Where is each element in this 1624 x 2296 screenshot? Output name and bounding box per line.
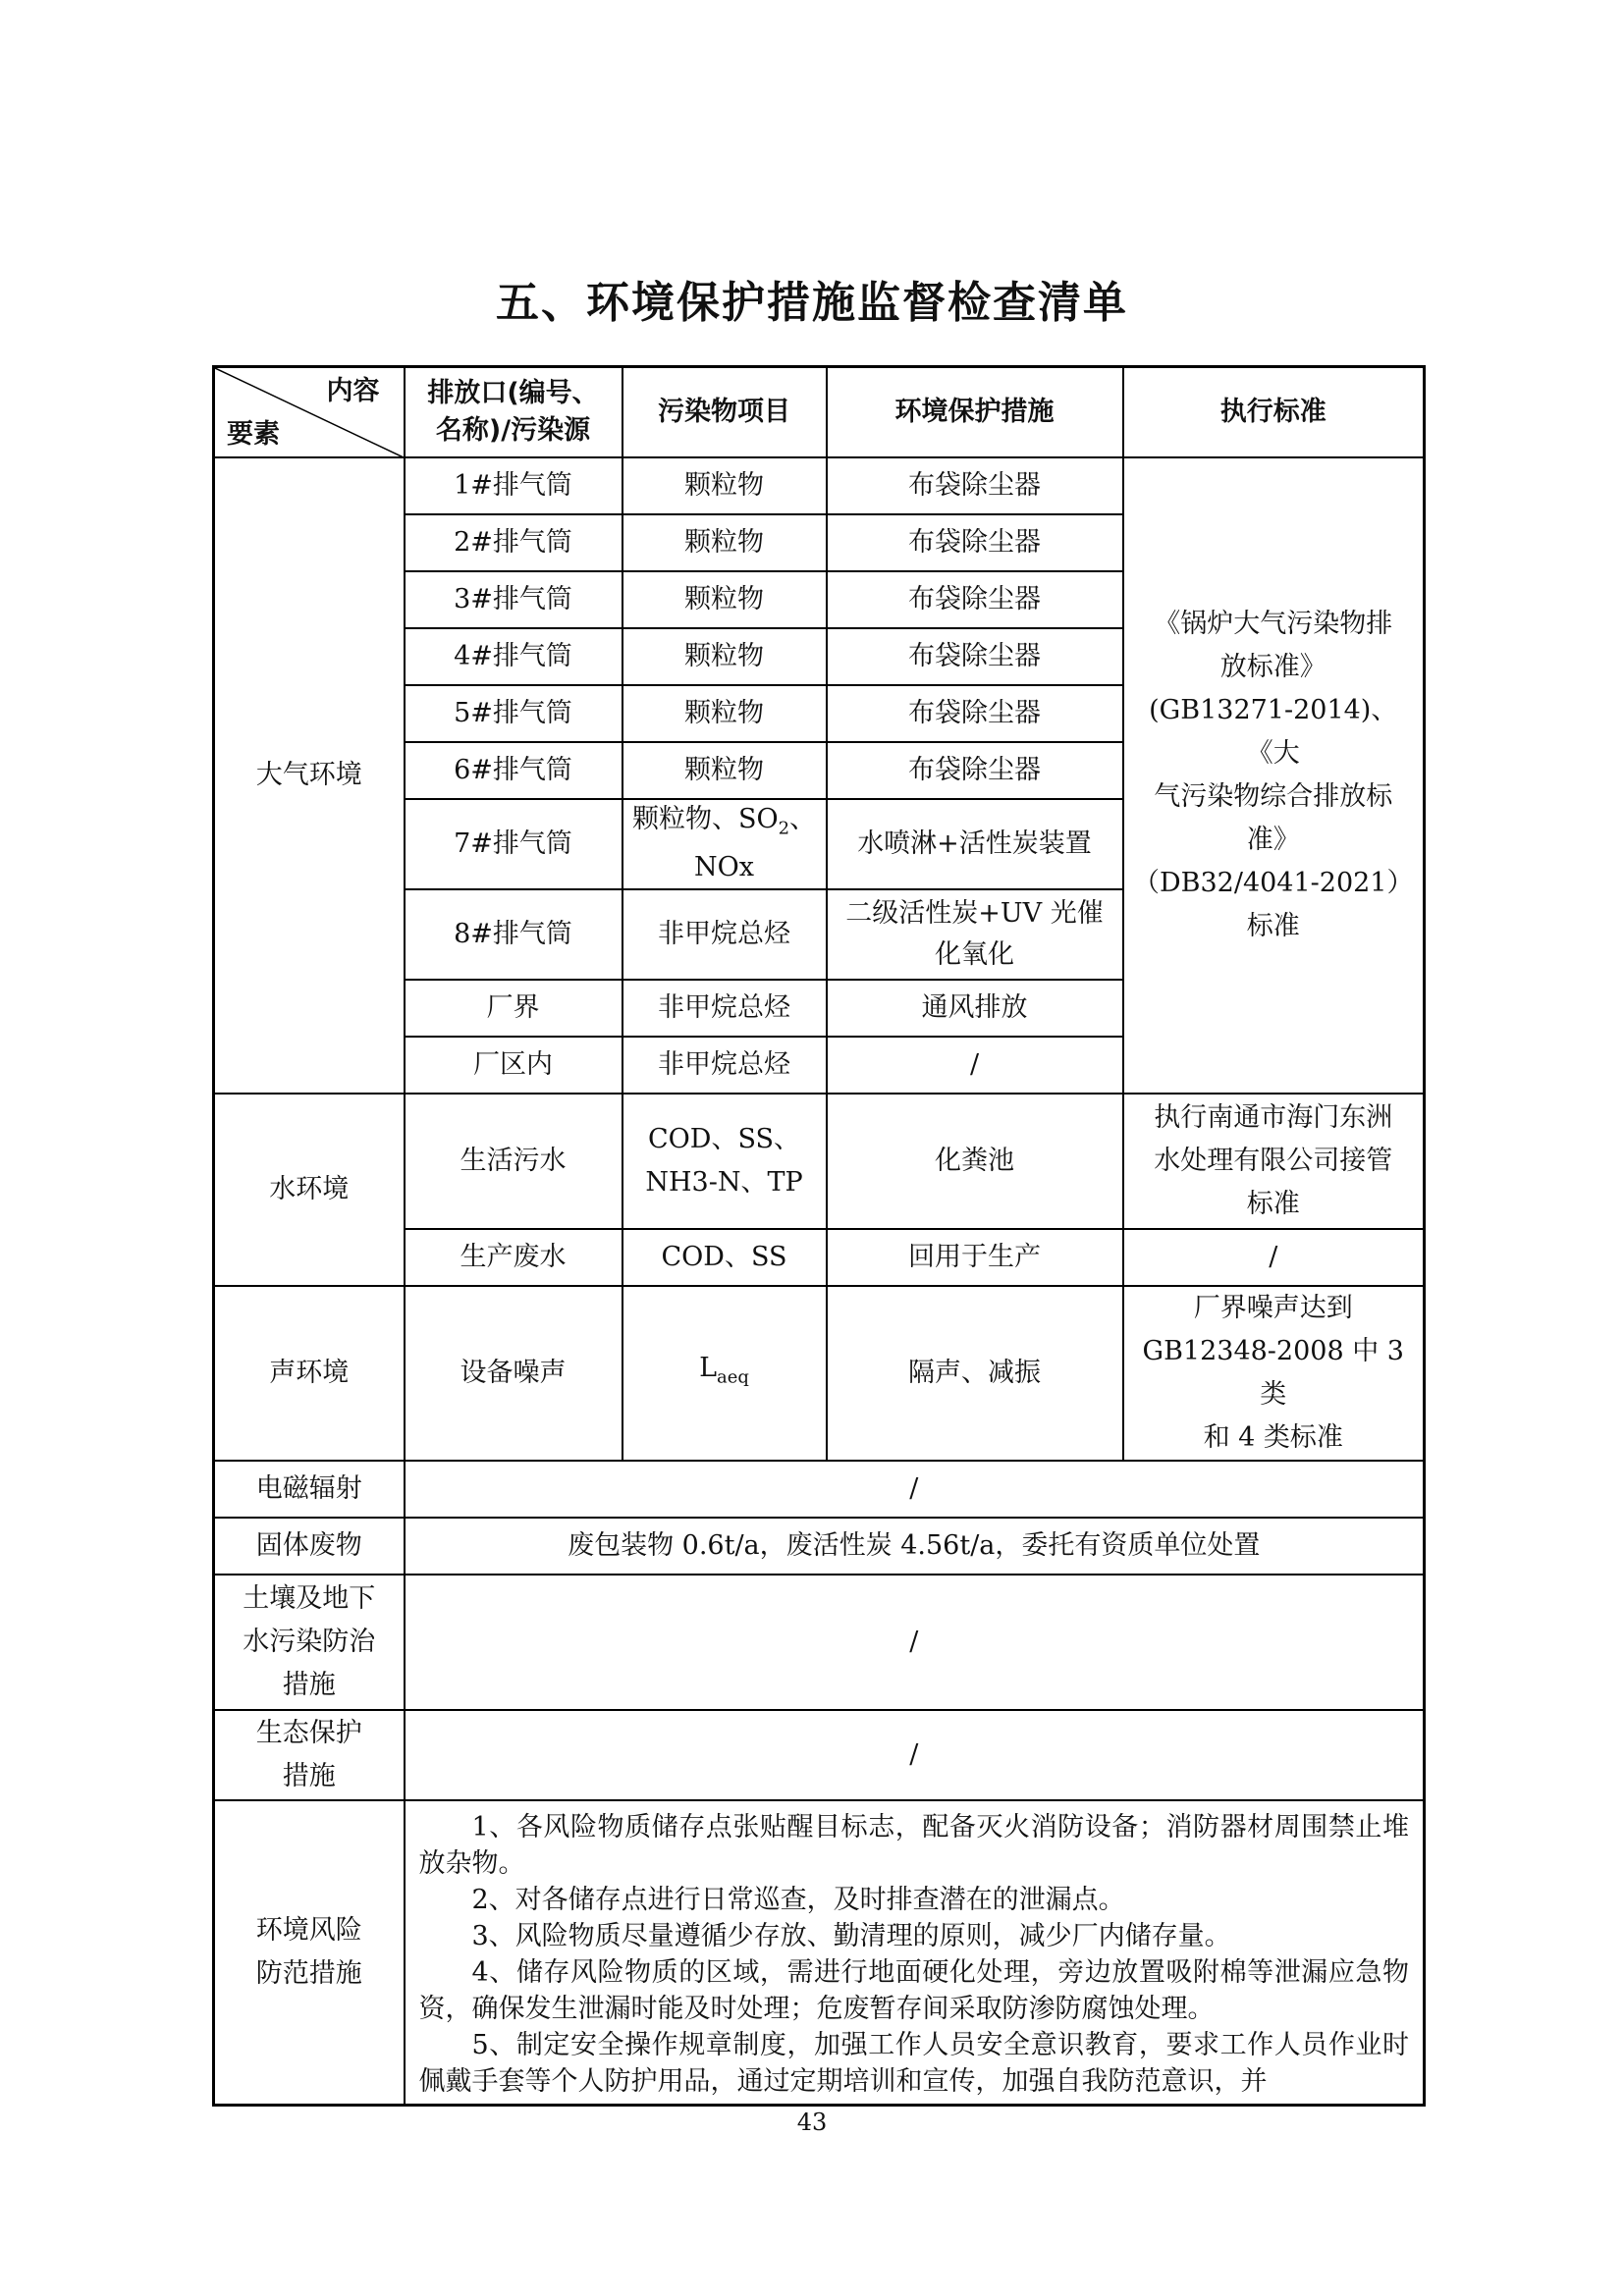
table-row (214, 1094, 1425, 1229)
measure-cell: / (827, 1037, 1123, 1094)
pollutant-cell (623, 799, 827, 889)
standard-line: GB12348-2008 中 3 类 (1142, 1335, 1404, 1410)
pollutant-cell: 颗粒物 (623, 628, 827, 685)
risk-paragraph: 3、风险物质尽量遵循少存放、勤清理的原则，减少厂内储存量。 (471, 1920, 1231, 1951)
air-standard-line: 《锅炉大气污染物排 (1154, 608, 1393, 639)
measure-cell: 水喷淋+活性炭装置 (827, 799, 1123, 889)
air-standard-line: (GB13271-2014)、《大 (1149, 694, 1398, 769)
table-row (214, 1518, 1425, 1575)
measure-cell: 隔声、减振 (827, 1286, 1123, 1461)
pollutant-text: 颗粒物、SO (631, 803, 779, 834)
source-cell: 8#排气筒 (405, 889, 623, 980)
source-cell: 1#排气筒 (405, 457, 623, 514)
measure-line1: 二级活性炭+UV 光催 (845, 897, 1104, 929)
source-cell: 生产废水 (405, 1229, 623, 1286)
pollutant-line1: COD、SS、 (648, 1123, 800, 1154)
source-cell: 4#排气筒 (405, 628, 623, 685)
category-line: 水污染防治 (243, 1626, 376, 1657)
pollutant-cell: 非甲烷总烃 (623, 889, 827, 980)
category-line: 土壤及地下 (243, 1582, 376, 1614)
measure-cell: 回用于生产 (827, 1229, 1123, 1286)
measure-cell: 布袋除尘器 (827, 571, 1123, 628)
pollutant-cell (623, 1286, 827, 1461)
pollutant-cell (623, 1094, 827, 1229)
supervision-checklist-table (212, 365, 1426, 2107)
measure-cell (827, 889, 1123, 980)
pollutant-cell: 颗粒物 (623, 514, 827, 571)
diagonal-header-cell (214, 367, 405, 457)
measure-cell: 布袋除尘器 (827, 457, 1123, 514)
table-row (214, 1800, 1425, 2106)
pollutant-cell: 颗粒物 (623, 571, 827, 628)
category-line: 防范措施 (255, 1957, 362, 1989)
standard-line: 厂界噪声达到 (1193, 1292, 1353, 1323)
air-standard-line: 放标准》 (1219, 651, 1326, 682)
page-title: 五、环境保护措施监督检查清单 (496, 278, 1128, 328)
category-line: 措施 (282, 1669, 336, 1700)
pollutant-subscript: aeq (717, 1366, 749, 1388)
header-row (214, 367, 1425, 457)
air-standard-line: 气污染物综合排放标 (1154, 780, 1393, 812)
risk-paragraph: 4、储存风险物质的区域，需进行地面硬化处理，旁边放置吸附棉等泄漏应急物资，确保发生泄漏时能及时处理；危废暂存间采取防渗防腐蚀处理。 (418, 1956, 1409, 2024)
pollutant-text: L (699, 1352, 718, 1383)
source-cell: 6#排气筒 (405, 742, 623, 799)
pollutant-cell: 颗粒物 (623, 457, 827, 514)
table-row (214, 1461, 1425, 1518)
category-solid-waste: 固体废物 (214, 1518, 405, 1575)
standard-line: 水处理有限公司接管 (1154, 1145, 1393, 1176)
header-measure: 环境保护措施 (827, 367, 1123, 457)
page-number: 43 (796, 2109, 828, 2136)
standard-line: 执行南通市海门东洲 (1154, 1101, 1393, 1133)
header-content-label: 内容 (326, 376, 380, 406)
category-line: 生态保护 (255, 1717, 362, 1748)
source-cell: 设备噪声 (405, 1286, 623, 1461)
source-cell: 2#排气筒 (405, 514, 623, 571)
measure-cell: 布袋除尘器 (827, 514, 1123, 571)
pollutant-line1 (629, 800, 820, 848)
measure-line2: 化氧化 (935, 938, 1014, 970)
source-cell: 5#排气筒 (405, 685, 623, 742)
pollutant-cell: 非甲烷总烃 (623, 980, 827, 1037)
merged-content-cell: / (405, 1710, 1425, 1800)
pollutant-cell: 颗粒物 (623, 742, 827, 799)
category-eco (214, 1710, 405, 1800)
source-cell: 7#排气筒 (405, 799, 623, 889)
table-row (214, 1710, 1425, 1800)
header-element-label: 要素 (227, 418, 280, 450)
category-noise: 声环境 (214, 1286, 405, 1461)
source-cell: 厂区内 (405, 1037, 623, 1094)
header-standard: 执行标准 (1123, 367, 1425, 457)
air-standard-line: 准》 (1246, 824, 1300, 855)
category-em: 电磁辐射 (214, 1461, 405, 1518)
standard-line: 和 4 类标准 (1203, 1421, 1343, 1453)
standard-cell: / (1123, 1229, 1425, 1286)
category-soil (214, 1575, 405, 1710)
merged-content-cell: 废包装物 0.6t/a，废活性炭 4.56t/a，委托有资质单位处置 (405, 1518, 1425, 1575)
merged-content-cell: / (405, 1461, 1425, 1518)
air-standard-cell (1123, 457, 1425, 1094)
merged-content-cell: / (405, 1575, 1425, 1710)
header-outlet (405, 367, 623, 457)
air-standard-line: 标准 (1246, 910, 1300, 941)
standard-line: 标准 (1246, 1188, 1300, 1219)
pollutant-cell: 颗粒物 (623, 685, 827, 742)
risk-paragraph: 5、制定安全操作规章制度，加强工作人员安全意识教育，要求工作人员作业时佩戴手套等个人防护用品，通过定期培训和宣传，加强自我防范意识，并 (418, 2029, 1409, 2097)
category-line: 措施 (282, 1760, 336, 1791)
category-air: 大气环境 (214, 457, 405, 1094)
header-pollutant: 污染物项目 (623, 367, 827, 457)
pollutant-line2: NOx (694, 852, 754, 883)
air-standard-line: （DB32/4041-2021） (1133, 867, 1414, 898)
risk-measures-cell (405, 1800, 1425, 2106)
risk-paragraph: 1、各风险物质储存点张贴醒目标志，配备灭火消防设备；消防器材周围禁止堆放杂物。 (418, 1811, 1409, 1879)
category-risk (214, 1800, 405, 2106)
pollutant-line2: NH3-N、TP (645, 1166, 803, 1198)
pollutant-cell: COD、SS (623, 1229, 827, 1286)
measure-cell: 布袋除尘器 (827, 628, 1123, 685)
pollutant-text: 、 (789, 803, 817, 834)
pollutant-subscript: 2 (778, 818, 790, 839)
table-row (214, 1286, 1425, 1461)
measure-cell: 化粪池 (827, 1094, 1123, 1229)
measure-cell: 通风排放 (827, 980, 1123, 1037)
standard-cell (1123, 1286, 1425, 1461)
standard-cell (1123, 1094, 1425, 1229)
source-cell: 3#排气筒 (405, 571, 623, 628)
pollutant-cell: 非甲烷总烃 (623, 1037, 827, 1094)
source-cell: 厂界 (405, 980, 623, 1037)
table-row (214, 457, 1425, 514)
category-water: 水环境 (214, 1094, 405, 1286)
measure-cell: 布袋除尘器 (827, 685, 1123, 742)
header-outlet-line2: 名称)/污染源 (435, 414, 591, 446)
category-line: 环境风险 (255, 1914, 362, 1946)
risk-paragraph: 2、对各储存点进行日常巡查，及时排查潜在的泄漏点。 (471, 1884, 1125, 1915)
source-cell: 生活污水 (405, 1094, 623, 1229)
measure-cell: 布袋除尘器 (827, 742, 1123, 799)
header-outlet-line1: 排放口(编号、 (427, 377, 599, 408)
table-row (214, 1575, 1425, 1710)
